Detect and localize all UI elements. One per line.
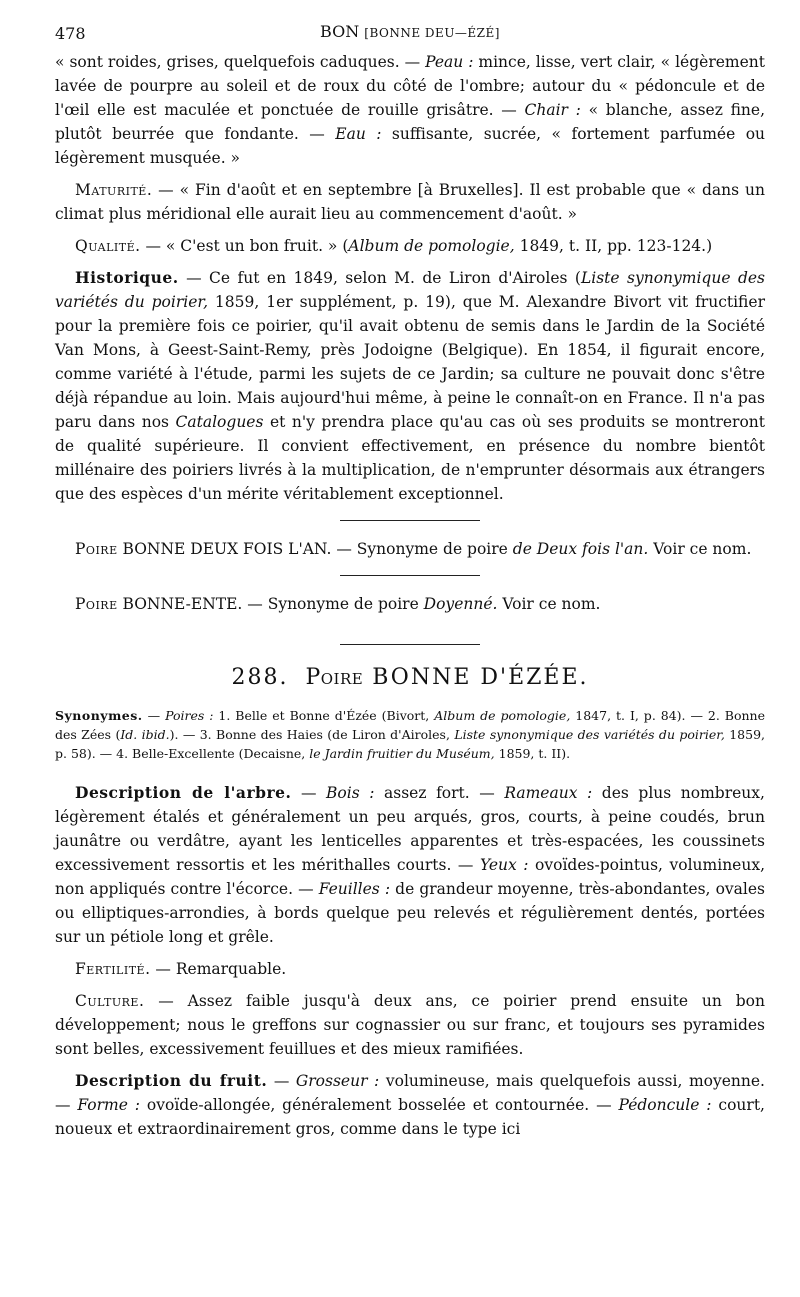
book-page — [55, 22, 765, 1141]
maturite-label: Maturité. — [75, 181, 153, 199]
section-name: BONNE D'ÉZÉE. — [372, 665, 589, 690]
maturite-paragraph: Maturité. — « Fin d'août et en septembre [à Bruxelles]. Il est probable que « dans un climat plus méridional elle aurait lieu au commencement d'août. » — [55, 181, 765, 223]
entry-name: BONNE-ENTE. — [117, 595, 243, 613]
historique-label: Historique. — [75, 268, 179, 287]
section-heading — [55, 665, 765, 690]
running-title-main: BON — [320, 22, 360, 41]
entry-bonne-deux-fois: Poire BONNE DEUX FOIS L'AN. — Synonyme de poire de Deux fois l'an. Voir ce nom. — [75, 540, 752, 558]
culture-label: Culture. — [75, 992, 145, 1010]
synonymes-paragraph: Synonymes. — Poires : 1. Belle et Bonne d'Ézée (Bivort, Album de pomologie, 1847, t. I, p. 84). — 2. Bonne des Zées (Id. ibid.). — 3. Bonne des Haies (de Liron d'Airoles, Liste synonymique des variétés du poirier, 1859, p. 58). — 4. Belle-Excellente (Decaisne, le Jardin fruitier du Muséum, 1859, t. II). — [55, 708, 766, 761]
divider-rule — [340, 644, 480, 645]
fertilite-label: Fertilité. — [75, 960, 151, 978]
section-number: 288. — [231, 665, 289, 690]
running-title — [55, 22, 765, 41]
qualite-label: Qualité. — [75, 237, 141, 255]
qualite-paragraph: Qualité. — « C'est un bon fruit. » (Album de pomologie, 1849, t. II, pp. 123-124.) — [75, 237, 713, 255]
fruit-paragraph: Description du fruit. — Grosseur : volumineuse, mais quelquefois aussi, moyenne. — Forme : ovoïde-allongée, généralement bosselée et contournée. — Pédoncule : court, noueux et extraordinairement gros, comme dans le type ici — [55, 1071, 765, 1138]
arbre-label: Description de l'arbre. — [75, 783, 292, 802]
entry-name: BONNE DEUX FOIS L'AN. — [117, 540, 332, 558]
page-number: 478 — [55, 24, 86, 43]
fertilite-paragraph: Fertilité. — Remarquable. — [75, 960, 287, 978]
fruit-label: Description du fruit. — [75, 1071, 268, 1090]
culture-paragraph: Culture. — Assez faible jusqu'à deux ans, ce poirier prend ensuite un bon développement; nous le greffons sur cognassier ou sur franc, et toujours ses pyramides sont belles, excessivement feuillues et des mieux ramifiées. — [55, 992, 765, 1058]
running-header — [55, 22, 765, 50]
divider-rule — [340, 575, 480, 576]
entry-bonne-ente: Poire BONNE-ENTE. — Synonyme de poire Doyenné. Voir ce nom. — [75, 595, 601, 613]
running-title-sub: [BONNE DEU—ÉZÉ] — [364, 26, 500, 40]
arbre-paragraph: Description de l'arbre. — Bois : assez fort. — Rameaux : des plus nombreux, légèrement étalés et généralement un peu arqués, gros, courts, à peine coudés, brun jaunâtre ou verdâtre, ayant les lenticelles apparentes et très-espacées, les coussinets excessivement ressortis et les mérithalles courts. — Yeux : ovoïdes-pointus, volumineux, non appliqués contre l'écorce. — Feuilles : de grandeur moyenne, très-abondantes, ovales ou elliptiques-arrondies, à bords quelque peu relevés et régulièrement dentés, portées sur un pétiole long et grêle. — [55, 783, 765, 946]
divider-rule — [340, 520, 480, 521]
section-poire: Poire — [305, 665, 364, 690]
continuation-paragraph: « sont roides, grises, quelquefois caduques. — Peau : mince, lisse, vert clair, « légèrement lavée de pourpre au soleil et de roux du côté de l'ombre; autour du « pédoncule et de l'œil elle est maculée et ponctuée de rouille grisâtre. — Chair : « blanche, assez fine, plutôt beurrée que fondante. — Eau : suffisante, sucrée, « fortement parfumée ou légèrement musquée. » — [55, 53, 766, 167]
synonymes-label: Synonymes. — [55, 708, 143, 723]
historique-paragraph: Historique. — Ce fut en 1849, selon M. de Liron d'Airoles (Liste synonymique des variétés du poirier, 1859, 1er supplément, p. 19), que M. Alexandre Bivort vit fructifier pour la première fois ce poirier, qu'il avait obtenu de semis dans le Jardin de la Société Van Mons, à Geest-Saint-Remy, près Jodoigne (Belgique). En 1854, il figurait encore, comme variété à l'étude, parmi les sujets de ce Jardin; sa culture ne pouvait donc s'être déjà répandue au loin. Mais aujourd'hui même, à peine le connaît-on en France. Il n'a pas paru dans nos Catalogues et n'y prendra place qu'au cas où ses produits se montreront de qualité supérieure. Il convient effectivement, en présence du nombre bientôt millénaire des poiriers livrés à la multiplication, de n'emprunter désormais aux étrangers que des espèces d'un mérite véritablement exceptionnel. — [55, 268, 765, 503]
